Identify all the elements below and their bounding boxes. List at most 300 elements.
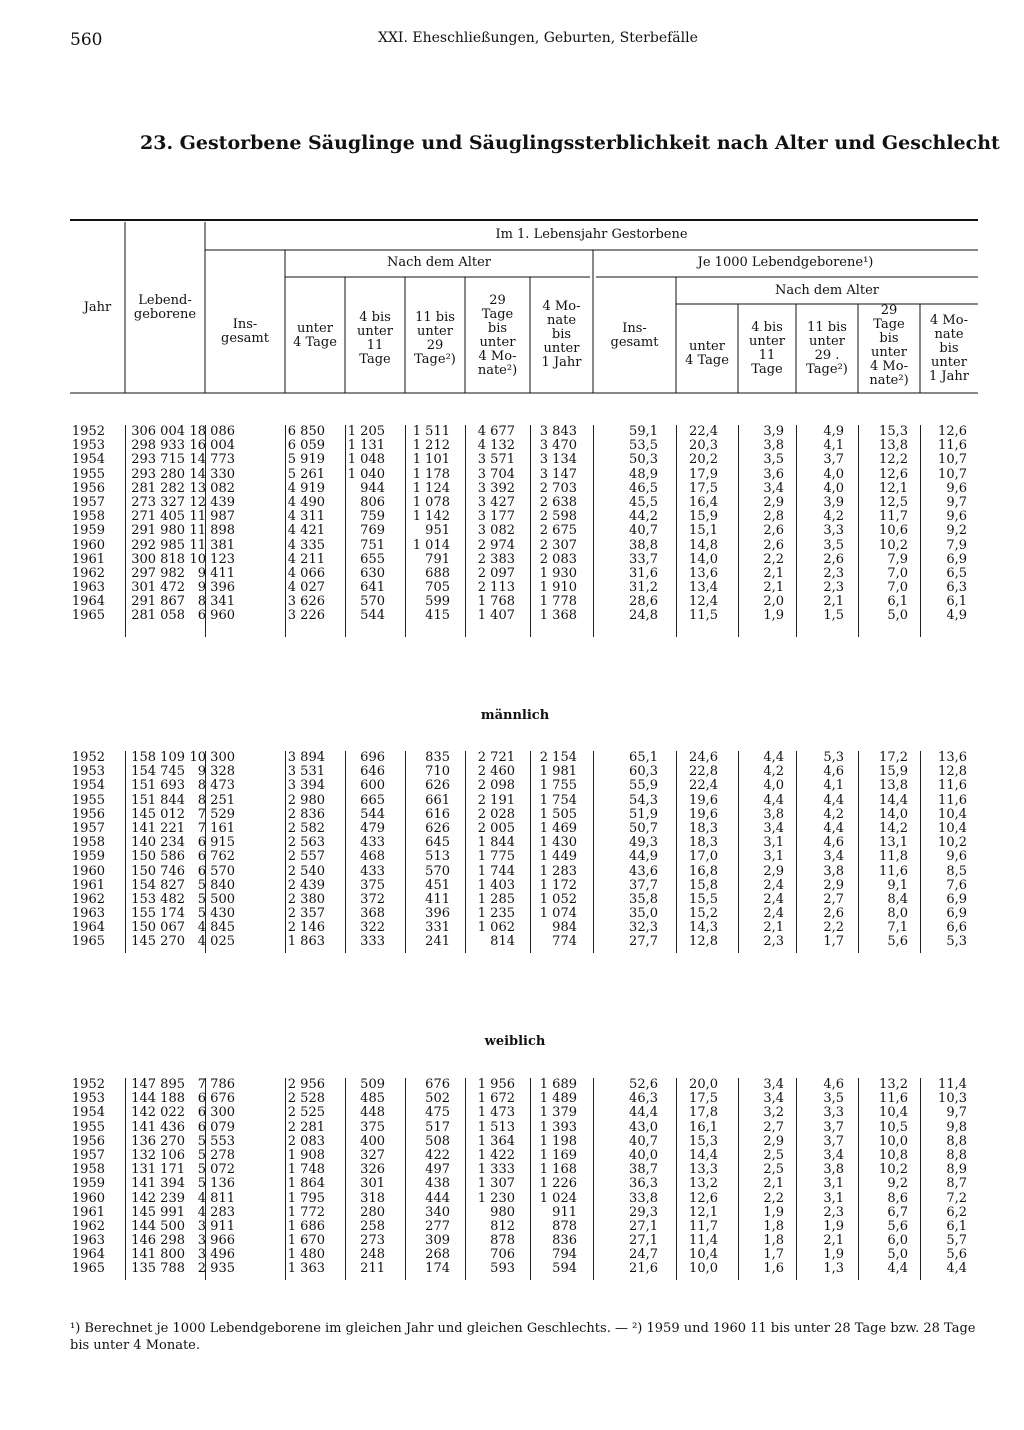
table-cell: 6 915 <box>197 835 235 851</box>
table-row <box>60 1220 980 1234</box>
table-cell: 10,0 <box>689 1261 718 1277</box>
table-cell: 9,7 <box>946 494 967 510</box>
table-cell: 655 <box>360 551 385 567</box>
table-cell: 327 <box>360 1147 385 1163</box>
table-cell: 1 283 <box>539 863 577 879</box>
table-cell: 14,0 <box>879 806 908 822</box>
table-cell: 774 <box>552 934 577 950</box>
table-cell: 142 022 <box>131 1105 185 1121</box>
table-cell: 291 867 <box>131 594 185 610</box>
table-cell: 1 198 <box>539 1133 577 1149</box>
table-cell: 24,8 <box>629 608 658 624</box>
table-cell: 1952 <box>71 750 105 765</box>
table-cell: 1953 <box>71 764 105 780</box>
table-cell: 10,4 <box>938 820 967 836</box>
table-cell: 146 298 <box>131 1233 185 1249</box>
table-cell: 1,9 <box>823 1218 844 1234</box>
table-cell: 326 <box>360 1162 385 1178</box>
table-cell: 1955 <box>71 466 105 482</box>
table-cell: 1 511 <box>412 424 450 439</box>
table-row <box>60 893 980 907</box>
table-cell: 13,4 <box>689 580 718 596</box>
table-row <box>60 1163 980 1177</box>
table-cell: 3 966 <box>197 1233 235 1249</box>
table-cell: 2,4 <box>763 906 784 922</box>
table-cell: 4,1 <box>823 438 844 454</box>
table-row <box>60 539 980 553</box>
table-cell: 3,6 <box>763 466 784 482</box>
table-cell: 3,1 <box>823 1190 844 1206</box>
table-cell: 6,1 <box>946 1218 967 1234</box>
table-cell: 6,6 <box>946 920 967 936</box>
table-cell: 8,0 <box>887 906 908 922</box>
table-cell: 1 422 <box>477 1147 515 1163</box>
table-cell: 1 178 <box>412 466 450 482</box>
table-cell: 9,2 <box>887 1176 908 1192</box>
header-11-bis-29: 11 bis unter 29 Tage²) <box>414 310 456 367</box>
table-cell: 140 234 <box>131 835 185 851</box>
table-cell: 3,5 <box>823 1091 844 1107</box>
table-row <box>60 1106 980 1120</box>
table-cell: 15,2 <box>689 906 718 922</box>
table-cell: 10,2 <box>879 1162 908 1178</box>
table-cell: 1959 <box>71 849 105 865</box>
table-cell: 5,6 <box>887 934 908 950</box>
table-cell: 268 <box>425 1247 450 1263</box>
table-row <box>60 1177 980 1191</box>
header-nach-dem-alter: Nach dem Alter <box>386 255 492 270</box>
table-cell: 1 844 <box>477 835 515 851</box>
table-cell: 13 082 <box>189 480 235 496</box>
table-cell: 3,5 <box>763 452 784 468</box>
table-cell: 141 221 <box>131 820 185 836</box>
header-4-bis-11-2: 4 bis unter 11 Tage <box>749 320 785 377</box>
table-title: 23. Gestorbene Säuglinge und Säuglingssterblichkeit nach Alter und Geschlecht <box>140 132 1000 154</box>
table-cell: 11 381 <box>189 537 235 553</box>
table-cell: 706 <box>490 1247 515 1263</box>
table-cell: 3,8 <box>763 806 784 822</box>
table-cell: 502 <box>425 1091 450 1107</box>
table-cell: 984 <box>552 920 577 936</box>
table-cell: 3,8 <box>823 863 844 879</box>
table-cell: 6 570 <box>197 863 235 879</box>
table-cell: 44,9 <box>629 849 658 865</box>
table-cell: 8 341 <box>197 594 235 610</box>
table-cell: 35,0 <box>629 906 658 922</box>
table-cell: 21,6 <box>629 1261 658 1277</box>
table-cell: 154 745 <box>131 764 185 780</box>
table-cell: 1 755 <box>539 778 577 794</box>
table-cell: 5 553 <box>197 1133 235 1149</box>
table-cell: 6 676 <box>197 1091 235 1107</box>
table-cell: 3,3 <box>823 1105 844 1121</box>
table-cell: 44,4 <box>629 1105 658 1121</box>
table-cell: 2,5 <box>763 1147 784 1163</box>
table-cell: 37,7 <box>629 877 658 893</box>
table-cell: 6,9 <box>946 906 967 922</box>
table-cell: 1965 <box>71 934 105 950</box>
table-cell: 27,7 <box>629 934 658 950</box>
table-cell: 3,4 <box>763 820 784 836</box>
table-cell: 2 540 <box>287 863 325 879</box>
table-cell: 3,4 <box>763 1091 784 1107</box>
table-cell: 3 571 <box>477 452 515 468</box>
table-cell: 5 840 <box>197 877 235 893</box>
table-cell: 3 392 <box>477 480 515 496</box>
table-cell: 375 <box>360 1119 385 1135</box>
table-cell: 24,7 <box>629 1247 658 1263</box>
table-cell: 322 <box>360 920 385 936</box>
table-cell: 1956 <box>71 806 105 822</box>
table-cell: 145 991 <box>131 1204 185 1220</box>
table-row <box>60 553 980 567</box>
table-cell: 2,5 <box>763 1162 784 1178</box>
table-cell: 1 285 <box>477 891 515 907</box>
table-cell: 509 <box>360 1077 385 1092</box>
table-cell: 1958 <box>71 835 105 851</box>
table-cell: 599 <box>425 594 450 610</box>
table-cell: 3,1 <box>823 1176 844 1192</box>
table-cell: 248 <box>360 1247 385 1263</box>
table-cell: 20,2 <box>689 452 718 468</box>
table-cell: 1956 <box>71 1133 105 1149</box>
table-cell: 2 974 <box>477 537 515 553</box>
table-cell: 1 205 <box>347 424 385 439</box>
table-cell: 2,9 <box>763 863 784 879</box>
table-row <box>60 524 980 538</box>
table-cell: 12,8 <box>689 934 718 950</box>
table-cell: 5 072 <box>197 1162 235 1178</box>
header-unter-4-tage-2: unter 4 Tage <box>685 339 729 368</box>
table-cell: 661 <box>425 792 450 808</box>
table-cell: 2,7 <box>823 891 844 907</box>
table-cell: 705 <box>425 580 450 596</box>
table-cell: 18,3 <box>689 820 718 836</box>
table-row <box>60 510 980 524</box>
table-cell: 951 <box>425 523 450 539</box>
table-cell: 1954 <box>71 1105 105 1121</box>
table-cell: 3 134 <box>539 452 577 468</box>
table-cell: 1,9 <box>763 1204 784 1220</box>
table-cell: 10,7 <box>938 466 967 482</box>
table-cell: 55,9 <box>629 778 658 794</box>
table-cell: 3 177 <box>477 509 515 525</box>
table-cell: 281 058 <box>131 608 185 624</box>
table-cell: 306 004 <box>131 424 185 439</box>
table-cell: 144 188 <box>131 1091 185 1107</box>
table-cell: 2 357 <box>287 906 325 922</box>
table-cell: 50,7 <box>629 820 658 836</box>
table-cell: 4,2 <box>823 509 844 525</box>
table-cell: 211 <box>360 1261 385 1277</box>
table-cell: 22,4 <box>689 778 718 794</box>
table-cell: 400 <box>360 1133 385 1149</box>
table-cell: 17,9 <box>689 466 718 482</box>
table-cell: 1963 <box>71 906 105 922</box>
table-cell: 3,1 <box>763 835 784 851</box>
table-cell: 14 773 <box>189 452 235 468</box>
table-cell: 27,1 <box>629 1218 658 1234</box>
table-cell: 1 956 <box>477 1077 515 1092</box>
table-cell: 1 908 <box>287 1147 325 1163</box>
table-cell: 293 715 <box>131 452 185 468</box>
table-row <box>60 468 980 482</box>
table-cell: 1 480 <box>287 1247 325 1263</box>
table-cell: 2 113 <box>477 580 515 596</box>
table-cell: 2 439 <box>287 877 325 893</box>
table-cell: 318 <box>360 1190 385 1206</box>
table-cell: 3,4 <box>763 1077 784 1092</box>
table-cell: 136 270 <box>131 1133 185 1149</box>
table-cell: 1958 <box>71 509 105 525</box>
table-row <box>60 609 980 623</box>
table-cell: 7 786 <box>197 1077 235 1092</box>
table-cell: 4 211 <box>287 551 325 567</box>
table-cell: 12,4 <box>689 594 718 610</box>
table-cell: 135 788 <box>131 1261 185 1277</box>
table-cell: 1 074 <box>539 906 577 922</box>
table-cell: 3 496 <box>197 1247 235 1263</box>
table-cell: 3,9 <box>823 494 844 510</box>
table-cell: 15,9 <box>879 764 908 780</box>
table-cell: 17,5 <box>689 480 718 496</box>
table-cell: 4 919 <box>287 480 325 496</box>
table-cell: 3 082 <box>477 523 515 539</box>
table-cell: 878 <box>552 1218 577 1234</box>
table-cell: 814 <box>490 934 515 950</box>
table-cell: 2 383 <box>477 551 515 567</box>
table-cell: 4,6 <box>823 1077 844 1092</box>
table-cell: 1962 <box>71 1218 105 1234</box>
table-cell: 4 811 <box>197 1190 235 1206</box>
header-4-bis-11: 4 bis unter 11 Tage <box>357 310 393 367</box>
table-cell: 3,2 <box>763 1105 784 1121</box>
table-cell: 2 083 <box>287 1133 325 1149</box>
table-row <box>60 1149 980 1163</box>
table-row <box>60 595 980 609</box>
table-cell: 3,4 <box>823 1147 844 1163</box>
table-cell: 5 430 <box>197 906 235 922</box>
table-cell: 3,8 <box>823 1162 844 1178</box>
table-row <box>60 1262 980 1276</box>
running-head: XXI. Eheschließungen, Geburten, Sterbefälle <box>378 30 698 46</box>
table-cell: 5,3 <box>946 934 967 950</box>
table-cell: 9,2 <box>946 523 967 539</box>
header-unter-4-tage: unter 4 Tage <box>293 321 337 350</box>
table-cell: 16 004 <box>189 438 235 454</box>
table-cell: 9 328 <box>197 764 235 780</box>
table-cell: 626 <box>425 778 450 794</box>
section-label-weiblich: weiblich <box>484 1034 546 1049</box>
table-cell: 2,9 <box>763 494 784 510</box>
table-cell: 150 067 <box>131 920 185 936</box>
table-row <box>60 794 980 808</box>
table-cell: 16,4 <box>689 494 718 510</box>
table-cell: 13,6 <box>689 565 718 581</box>
table-cell: 17,5 <box>689 1091 718 1107</box>
table-cell: 485 <box>360 1091 385 1107</box>
table-cell: 1,9 <box>763 608 784 624</box>
table-cell: 1 686 <box>287 1218 325 1234</box>
table-cell: 1 744 <box>477 863 515 879</box>
table-cell: 4 677 <box>477 424 515 439</box>
table-cell: 688 <box>425 565 450 581</box>
table-cell: 1964 <box>71 1247 105 1263</box>
table-cell: 836 <box>552 1233 577 1249</box>
table-cell: 1 052 <box>539 891 577 907</box>
table-cell: 433 <box>360 863 385 879</box>
table-cell: 2 703 <box>539 480 577 496</box>
table-cell: 2,1 <box>823 1233 844 1249</box>
table-cell: 1952 <box>71 424 105 439</box>
table-cell: 2 582 <box>287 820 325 836</box>
table-cell: 1961 <box>71 1204 105 1220</box>
table-cell: 4,2 <box>763 764 784 780</box>
table-cell: 3 531 <box>287 764 325 780</box>
table-cell: 10,4 <box>938 806 967 822</box>
table-row <box>60 1078 980 1092</box>
table-cell: 448 <box>360 1105 385 1121</box>
table-cell: 593 <box>490 1261 515 1277</box>
table-cell: 1 168 <box>539 1162 577 1178</box>
table-cell: 1961 <box>71 877 105 893</box>
table-cell: 14,3 <box>689 920 718 936</box>
table-cell: 18 086 <box>189 424 235 439</box>
header-je-1000: Je 1000 Lebendgeborene¹) <box>697 255 874 270</box>
table-cell: 1 449 <box>539 849 577 865</box>
table-cell: 1 775 <box>477 849 515 865</box>
table-cell: 33,7 <box>629 551 658 567</box>
table-cell: 3 894 <box>287 750 325 765</box>
table-cell: 19,6 <box>689 792 718 808</box>
table-cell: 13,2 <box>879 1077 908 1092</box>
table-cell: 1952 <box>71 1077 105 1092</box>
table-cell: 1961 <box>71 551 105 567</box>
table-cell: 1 379 <box>539 1105 577 1121</box>
table-cell: 7,9 <box>887 551 908 567</box>
table-cell: 9,6 <box>946 509 967 525</box>
table-cell: 1 864 <box>287 1176 325 1192</box>
table-cell: 1953 <box>71 1091 105 1107</box>
table-cell: 4 845 <box>197 920 235 936</box>
table-cell: 3,7 <box>823 1119 844 1135</box>
data-block-total <box>60 425 980 624</box>
table-cell: 8,4 <box>887 891 908 907</box>
table-cell: 40,0 <box>629 1147 658 1163</box>
table-cell: 2,3 <box>823 565 844 581</box>
table-cell: 646 <box>360 764 385 780</box>
table-cell: 475 <box>425 1105 450 1121</box>
table-cell: 5,0 <box>887 1247 908 1263</box>
table-cell: 258 <box>360 1218 385 1234</box>
table-cell: 44,2 <box>629 509 658 525</box>
table-cell: 513 <box>425 849 450 865</box>
table-cell: 1 778 <box>539 594 577 610</box>
table-cell: 3,4 <box>763 480 784 496</box>
table-cell: 4 490 <box>287 494 325 510</box>
table-cell: 9,7 <box>946 1105 967 1121</box>
table-cell: 911 <box>552 1204 577 1220</box>
table-cell: 1 768 <box>477 594 515 610</box>
table-cell: 2 154 <box>539 750 577 765</box>
table-cell: 29,3 <box>629 1204 658 1220</box>
table-cell: 5,6 <box>887 1218 908 1234</box>
table-cell: 4 421 <box>287 523 325 539</box>
table-row <box>60 439 980 453</box>
table-cell: 368 <box>360 906 385 922</box>
table-cell: 11 898 <box>189 523 235 539</box>
table-cell: 2 598 <box>539 509 577 525</box>
table-row <box>60 935 980 949</box>
table-cell: 309 <box>425 1233 450 1249</box>
table-cell: 1 048 <box>347 452 385 468</box>
table-cell: 630 <box>360 565 385 581</box>
table-cell: 2 146 <box>287 920 325 936</box>
table-cell: 16,8 <box>689 863 718 879</box>
table-cell: 1957 <box>71 494 105 510</box>
table-cell: 665 <box>360 792 385 808</box>
table-cell: 3 626 <box>287 594 325 610</box>
table-cell: 4,4 <box>823 792 844 808</box>
table-cell: 1963 <box>71 1233 105 1249</box>
table-row <box>60 453 980 467</box>
table-cell: 710 <box>425 764 450 780</box>
table-cell: 835 <box>425 750 450 765</box>
table-cell: 8,7 <box>946 1176 967 1192</box>
table-cell: 1 489 <box>539 1091 577 1107</box>
table-cell: 3 394 <box>287 778 325 794</box>
table-cell: 24,6 <box>689 750 718 765</box>
table-cell: 4 311 <box>287 509 325 525</box>
table-cell: 132 106 <box>131 1147 185 1163</box>
table-cell: 1 078 <box>412 494 450 510</box>
table-cell: 301 <box>360 1176 385 1192</box>
table-cell: 1958 <box>71 1162 105 1178</box>
table-cell: 150 746 <box>131 863 185 879</box>
table-cell: 10,7 <box>938 452 967 468</box>
table-cell: 1962 <box>71 891 105 907</box>
table-cell: 144 500 <box>131 1218 185 1234</box>
table-cell: 5,0 <box>887 608 908 624</box>
table-cell: 1,8 <box>763 1218 784 1234</box>
table-cell: 1955 <box>71 792 105 808</box>
table-cell: 4,4 <box>823 820 844 836</box>
table-cell: 10,3 <box>938 1091 967 1107</box>
table-cell: 7,9 <box>946 537 967 553</box>
table-cell: 271 405 <box>131 509 185 525</box>
table-cell: 1954 <box>71 452 105 468</box>
table-cell: 10,2 <box>938 835 967 851</box>
table-cell: 11,4 <box>689 1233 718 1249</box>
table-cell: 14,4 <box>689 1147 718 1163</box>
table-cell: 2 097 <box>477 565 515 581</box>
header-jahr: Jahr <box>83 300 112 315</box>
table-cell: 2 098 <box>477 778 515 794</box>
table-cell: 45,5 <box>629 494 658 510</box>
table-cell: 2,8 <box>763 509 784 525</box>
table-cell: 9,8 <box>946 1119 967 1135</box>
table-cell: 15,8 <box>689 877 718 893</box>
table-row <box>60 822 980 836</box>
header-4-monate-1-jahr-2: 4 Mo- nate bis unter 1 Jahr <box>929 313 969 384</box>
table-cell: 158 109 <box>131 750 185 765</box>
table-cell: 17,8 <box>689 1105 718 1121</box>
table-cell: 4,9 <box>946 608 967 624</box>
table-cell: 277 <box>425 1218 450 1234</box>
table-cell: 20,0 <box>689 1077 718 1092</box>
table-cell: 8,8 <box>946 1147 967 1163</box>
table-cell: 46,5 <box>629 480 658 496</box>
